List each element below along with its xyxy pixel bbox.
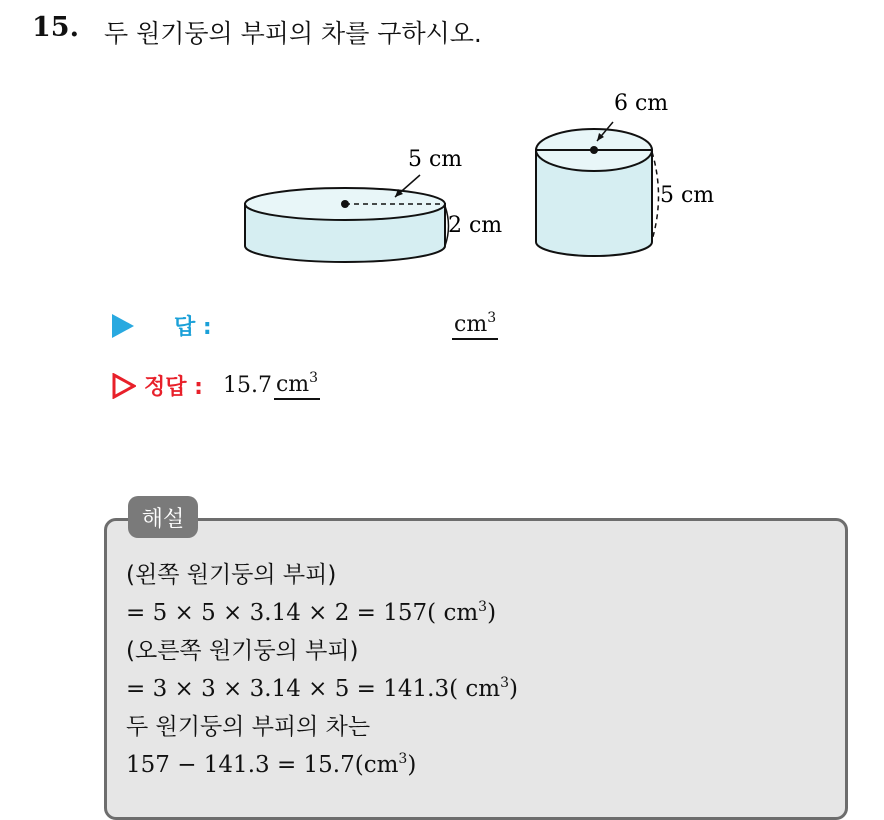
correct-unit: cm [275,371,310,397]
explanation-tag: 해설 [128,496,198,538]
explanation-line: 두 원기둥의 부피의 차는 [126,714,371,740]
question-text: 두 원기둥의 부피의 차를 구하시오. [104,19,482,48]
play-filled-icon [112,314,134,338]
explanation-line: (왼쪽 원기둥의 부피) [126,562,337,588]
correct-label: 정답 : [144,375,203,400]
correct-value: 15.7 [222,373,272,398]
answer-label: 답 : [174,315,212,340]
explanation-line: = 3 × 3 × 3.14 × 5 = 141.3( $cm^3$) [126,675,518,702]
explanation-lines [126,556,518,784]
explanation-line: $157 - 141.3 = 15.7(cm^3)$ [126,751,417,778]
answer-unit-exp: 3 [487,310,497,326]
right-cylinder [536,91,714,256]
play-outline-icon [112,373,136,399]
answer-unit: cm [454,312,488,337]
left-radius-label: 5 cm [408,147,463,172]
right-height-label: 5 cm [660,183,715,208]
left-cylinder [245,147,502,262]
correct-unit-exp: 3 [309,369,319,386]
correct-unit-wrap [274,369,320,400]
answer-row [112,310,212,341]
cylinders-figure [240,80,740,280]
answer-blank[interactable] [452,312,498,340]
right-diameter-label: 6 cm [614,91,669,116]
left-height-label: 2 cm [448,213,503,238]
question-number: 15. [32,12,79,43]
correct-answer-row [112,370,320,401]
explanation-line: (오른쪽 원기둥의 부피) [126,638,359,664]
explanation-line: = 5 × 5 × 3.14 × 2 = 157( $cm^3$) [126,599,497,626]
